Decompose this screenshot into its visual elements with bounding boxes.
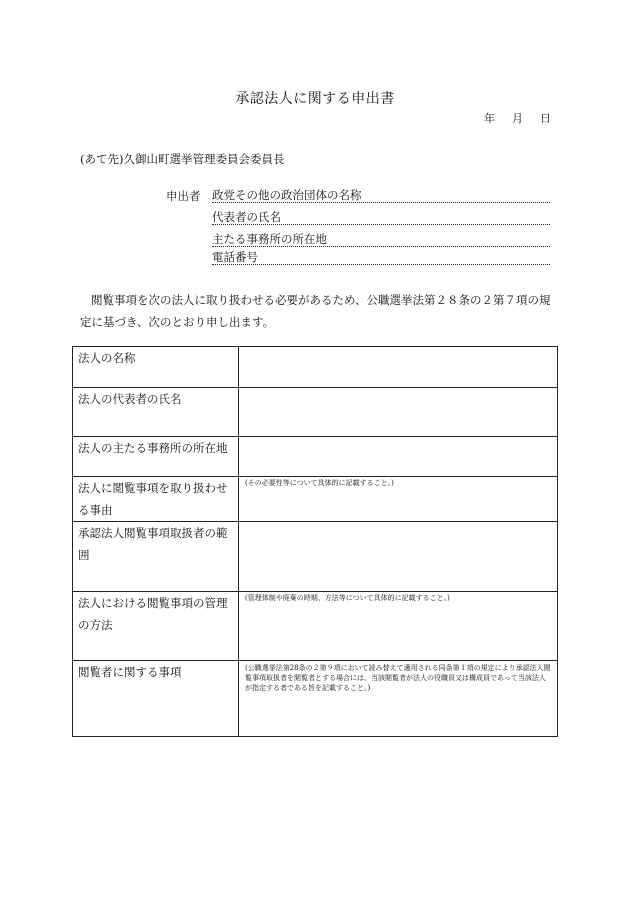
row-value-handler-scope xyxy=(239,522,558,592)
table-row xyxy=(73,592,558,661)
table-row xyxy=(73,661,558,737)
row-label-office-address: 法人の主たる事務所の所在地 xyxy=(73,437,239,477)
application-table xyxy=(72,346,558,737)
row-value-office-address xyxy=(239,437,558,477)
table-row xyxy=(73,388,558,437)
date-year: 年 xyxy=(484,112,495,125)
row-label-representative-name: 法人の代表者の氏名 xyxy=(73,388,239,437)
table-row xyxy=(73,477,558,522)
page-title: 承認法人に関する申出書 xyxy=(235,91,395,107)
date-month: 月 xyxy=(512,112,523,125)
row-value-corporation-name xyxy=(239,347,558,388)
table-row xyxy=(73,347,558,388)
row-note-handling-reason: (その必要性等について具体的に記載すること。) xyxy=(239,477,558,522)
applicant-label: 申出者 xyxy=(166,189,201,203)
party-name-field: 政党その他の政治団体の名称 xyxy=(212,188,550,203)
date-day: 日 xyxy=(540,112,551,125)
office-address-field: 主たる事務所の所在地 xyxy=(212,232,550,247)
phone-number-field: 電話番号 xyxy=(212,250,550,265)
row-label-management-method: 法人における閲覧事項の管理の方法 xyxy=(73,592,239,661)
row-label-handling-reason: 法人に閲覧事項を取り扱わせる事由 xyxy=(73,477,239,522)
representative-name-field: 代表者の氏名 xyxy=(212,210,550,225)
body-text: 閲覧事項を次の法人に取り扱わせる必要があるため、公職選挙法第２８条の２第７項の規定に基づき、次のとおり申し出ます。 xyxy=(80,293,551,329)
row-note-management-method: (管理体制や廃棄の時期、方法等について具体的に記載すること。) xyxy=(239,592,558,661)
table-row xyxy=(73,437,558,477)
row-label-corporation-name: 法人の名称 xyxy=(73,347,239,388)
row-value-representative-name xyxy=(239,388,558,437)
row-label-handler-scope: 承認法人閲覧事項取扱者の範囲 xyxy=(73,522,239,592)
row-note-viewer-matters: (公職選挙法第28条の２第９項において読み替えて適用される同条第１項の規定により承認法人閲覧事項取扱者を閲覧者とする場合には、当該閲覧者が法人の役職員又は構成員であって当該法人が指定する者である旨を記載すること。) xyxy=(239,661,558,737)
table-row xyxy=(73,522,558,592)
addressee: (あて先)久御山町選挙管理委員会委員長 xyxy=(80,152,285,166)
row-label-viewer-matters: 閲覧者に関する事項 xyxy=(73,661,239,737)
